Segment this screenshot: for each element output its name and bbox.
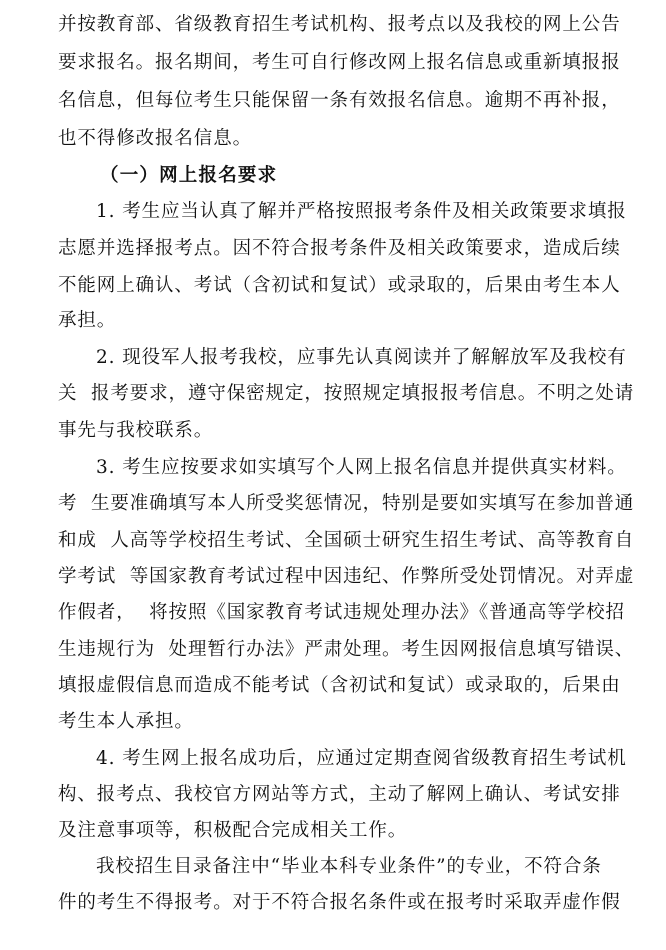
- item-1-line: 不能网上确认、考试（含初试和复试）或录取的，后果由考生本人: [58, 275, 621, 296]
- item-3-line: 作假者， 将按照《国家教育考试违规处理办法》《普通高等学校招: [58, 602, 625, 623]
- item-2-line: 2. 现役军人报考我校，应事先认真阅读并了解解放军及我校有: [96, 347, 627, 368]
- item-1-line: 1. 考生应当认真了解并严格按照报考条件及相关政策要求填报: [96, 201, 627, 222]
- item-2-line: 事先与我校联系。: [58, 420, 214, 441]
- paragraph-line: 也不得修改报名信息。: [58, 128, 253, 149]
- closing-paragraph-line: 件的考生不得报考。对于不符合报名条件或在报考时采取弄虚作假: [58, 892, 621, 913]
- item-3-line: 生违规行为 处理暂行办法》严肃处理。考生因网报信息填写错误、: [58, 639, 635, 660]
- item-3-line: 和成 人高等学校招生考试、全国硕士研究生招生考试、高等教育自: [58, 530, 635, 551]
- item-3-line: 考生本人承担。: [58, 711, 194, 732]
- paragraph-line: 名信息，但每位考生只能保留一条有效报名信息。逾期不再补报，: [58, 90, 621, 111]
- section-heading: （一）网上报名要求: [100, 165, 278, 186]
- item-3-line: 学考试 等国家教育考试过程中因违纪、作弊所受处罚情况。对弄虚: [58, 566, 635, 587]
- paragraph-line: 要求报名。报名期间，考生可自行修改网上报名信息或重新填报报: [58, 52, 621, 73]
- item-4-line: 及注意事项等，积极配合完成相关工作。: [58, 820, 408, 841]
- item-4-line: 构、报考点、我校官方网站等方式，主动了解网上确认、考试安排: [58, 784, 621, 805]
- item-3-line: 考 生要准确填写本人所受奖惩情况，特别是要如实填写在参加普通: [58, 493, 635, 514]
- item-3-line: 填报虚假信息而造成不能考试（含初试和复试）或录取的，后果由: [58, 675, 621, 696]
- item-1-line: 承担。: [58, 310, 117, 331]
- closing-paragraph-line: 我校招生目录备注中“毕业本科专业条件”的专业，不符合条: [96, 856, 602, 877]
- item-1-line: 志愿并选择报考点。因不符合报考条件及相关政策要求，造成后续: [58, 238, 621, 259]
- item-4-line: 4. 考生网上报名成功后，应通过定期查阅省级教育招生考试机: [96, 748, 627, 769]
- item-3-line: 3. 考生应按要求如实填写个人网上报名信息并提供真实材料。: [96, 457, 627, 478]
- paragraph-line: 并按教育部、省级教育招生考试机构、报考点以及我校的网上公告: [58, 14, 621, 35]
- item-2-line: 关 报考要求，遵守保密规定，按照规定填报报考信息。不明之处请: [58, 383, 635, 404]
